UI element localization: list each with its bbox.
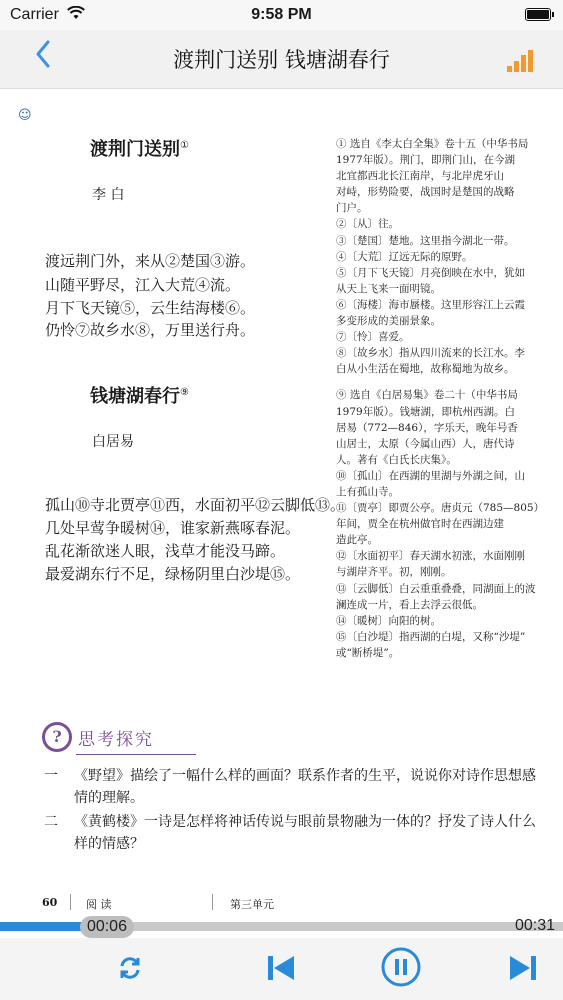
think-section-header [42, 722, 522, 752]
next-icon[interactable] [508, 954, 538, 986]
footnotes [336, 136, 551, 661]
note-line: ⑮〔白沙堤〕指西湖的白堤，又称“沙堤” [336, 630, 526, 643]
note-line: ⑩〔孤山〕在西湖的里湖与外湖之间，山 [336, 469, 525, 482]
poem1-author: 李 白 [92, 187, 125, 203]
note-line: ⑦〔怜〕喜爱。 [336, 331, 410, 344]
battery-icon [525, 8, 551, 21]
poem2-line: 乱花渐欲迷人眼，浅草才能没马蹄。 [45, 542, 286, 560]
note-line: ⑬〔云脚低〕白云重重叠叠，同湖面上的波 [336, 582, 536, 595]
status-time: 9:58 PM [251, 6, 312, 23]
navigation-bar [0, 30, 563, 89]
poem2-line: 孤山⑩寺北贾亭⑪西，水面初平⑫云脚低⑬。 [45, 496, 346, 514]
note-line: ③〔楚国〕楚地。这里指今湖北一带。 [336, 234, 515, 247]
note-line: ① 选自《李太白全集》卷十五（中华书局 [336, 138, 529, 150]
poem2-line: 最爱湖东行不足，绿杨阴里白沙堤⑮。 [45, 565, 301, 583]
page-number: 60 [42, 896, 58, 909]
question-icon: ? [42, 722, 72, 752]
note-line: 从天上飞来一面明镜。 [336, 282, 441, 295]
note-line: 人。著有《白氏长庆集》。 [336, 453, 457, 466]
note-line: ⑫〔水面初平〕春天湖水初涨，水面刚刚 [336, 550, 525, 563]
note-line: ⑭〔暖树〕向阳的树。 [336, 614, 441, 627]
poem2-author: 白居易 [92, 434, 134, 450]
repeat-icon[interactable] [116, 954, 144, 986]
poem1-line: 山随平野尽，江入大荒④流。 [45, 276, 241, 294]
note-line: 1979年版）。钱塘湖，即杭州西湖。白 [336, 405, 515, 418]
question-text: 《野望》描绘了一幅什么样的画面？联系作者的生平，说说你对诗作思想感情的理解。 [74, 768, 536, 806]
note-line: ⑤〔月下飞天镜〕月亮倒映在水中，犹如 [336, 266, 525, 279]
footer-unit: 第三单元 [230, 898, 274, 911]
progress-bar[interactable] [0, 916, 563, 938]
question-text: 《黄鹤楼》一诗是怎样将神话传说与眼前景物融为一体的？抒发了诗人什么样的情感？ [74, 814, 536, 852]
note-line: 1977年版）。荆门，即荆门山，在今湖 [336, 154, 515, 167]
status-bar [0, 0, 563, 30]
note-line: ②〔从〕往。 [336, 218, 399, 231]
total-time: 00:31 [514, 917, 555, 934]
previous-icon[interactable] [266, 954, 296, 986]
question-number: 一 [44, 768, 58, 784]
footer-section: 阅 读 [86, 898, 112, 911]
note-line: 或“断桥堤”。 [336, 646, 400, 659]
note-line: ⑥〔海楼〕海市蜃楼。这里形容江上云霞 [336, 298, 525, 311]
page-title: 渡荆门送别 钱塘湖春行 [173, 48, 390, 72]
note-line: 北宜都西北长江南岸，与北岸虎牙山 [336, 170, 504, 183]
note-line: 上有孤山寺。 [336, 485, 399, 498]
poem1-line: 月下飞天镜⑤，云生结海楼⑥。 [45, 299, 256, 317]
poem2-title: 钱塘湖春行⑨ [90, 386, 189, 407]
note-line: 造此亭。 [336, 534, 378, 547]
poem2-line: 几处早莺争暖树⑭，谁家新燕啄春泥。 [45, 519, 301, 537]
note-line: ⑪〔贾亭〕即贾公亭。唐贞元（785—805） [336, 502, 545, 515]
question-item [44, 765, 549, 809]
player-controls [0, 938, 563, 1000]
textbook-page [0, 90, 563, 916]
note-line: 与湖岸齐平。初，刚刚。 [336, 566, 452, 579]
note-line: 澜连成一片，看上去浮云很低。 [336, 598, 483, 611]
think-label: 思考探究 [78, 729, 154, 750]
equalizer-icon[interactable] [507, 48, 537, 72]
note-line: 白从小生活在蜀地，故称蜀地为故乡。 [336, 363, 515, 376]
current-time[interactable]: 00:06 [80, 916, 134, 938]
question-item [44, 811, 549, 855]
logo-icon: ☺ [18, 108, 32, 123]
note-line: ④〔大荒〕辽远无际的原野。 [336, 250, 473, 263]
pause-icon[interactable] [380, 946, 422, 992]
note-line: 居易（772—846），字乐天，晚年号香 [336, 421, 518, 434]
poem1-line: 仍怜⑦故乡水⑧，万里送行舟。 [45, 321, 256, 339]
poem1-title: 渡荆门送别① [90, 139, 189, 160]
note-line: 多变形成的美丽景象。 [336, 315, 441, 328]
note-line: ⑧〔故乡水〕指从四川流来的长江水。李 [336, 347, 525, 360]
note-line: 年间，贾全在杭州做官时在西湖边建 [336, 518, 504, 531]
note-line: 山居士，太原（今属山西）人，唐代诗 [336, 437, 515, 450]
question-number: 二 [44, 814, 58, 830]
carrier-label: Carrier [10, 6, 59, 23]
note-line: ⑨ 选自《白居易集》卷二十（中华书局 [336, 389, 518, 402]
note-line: 对峙，形势险要，战国时是楚国的战略 [336, 186, 515, 199]
note-line: 门户。 [336, 202, 368, 215]
poem1-line: 渡远荆门外，来从②楚国③游。 [45, 252, 256, 270]
